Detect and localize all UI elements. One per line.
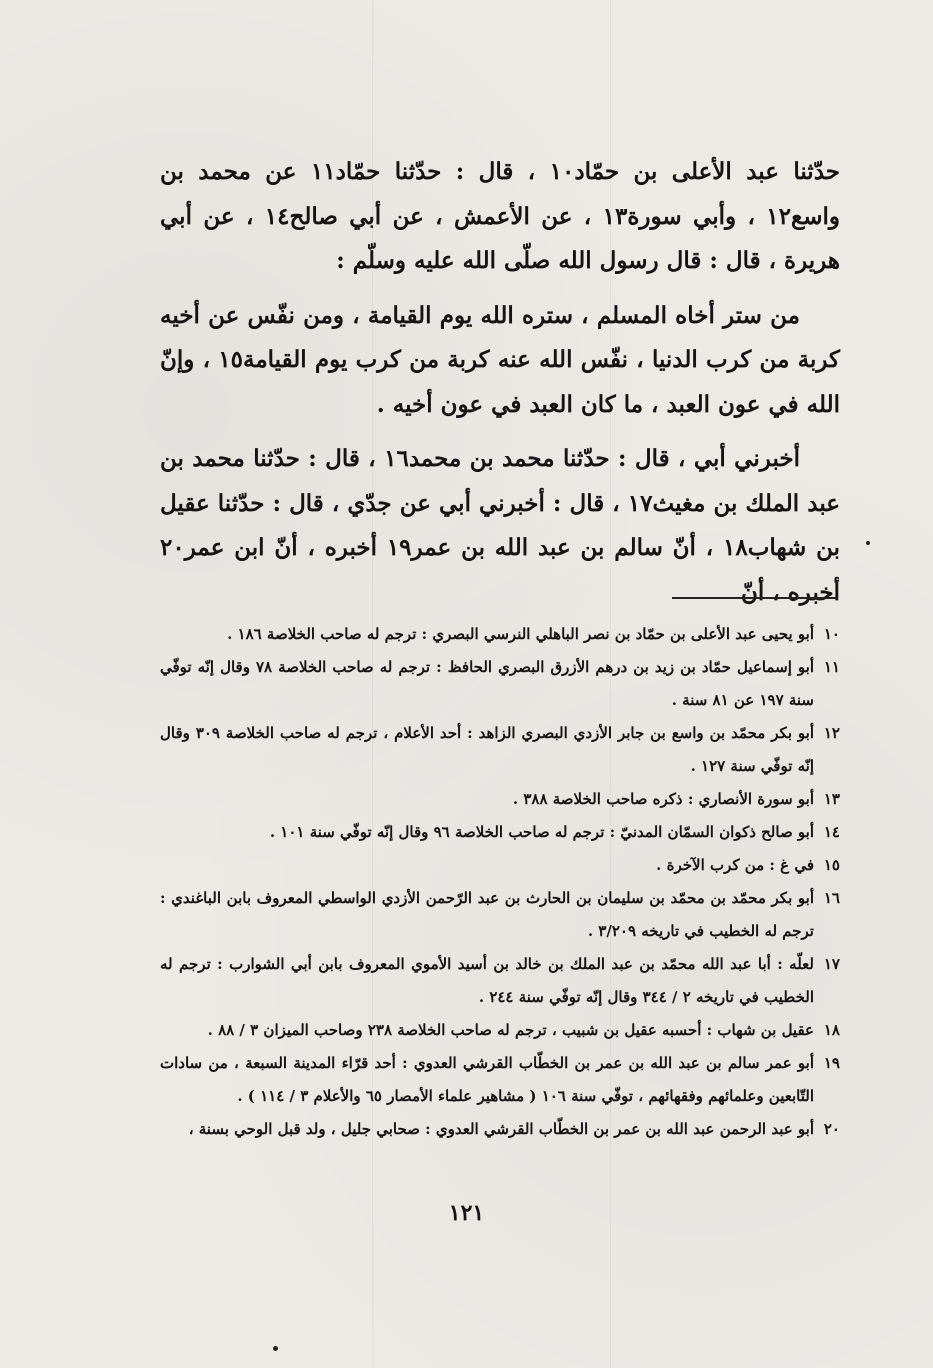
- footnote-text: أبو بكر محمّد بن واسع بن جابر الأزدي البصري الزاهد : أحد الأعلام ، ترجم له صاحب الخلاصة ٣٠٩ وقال إنّه توفّي سنة ١٢٧ .: [160, 724, 814, 775]
- footnote-text: أبو بكر محمّد بن محمّد بن سليمان بن الحارث بن عبد الرّحمن الأزدي الواسطي المعروف بابن الباغندي : ترجم له الخطيب في تاريخه ٣/٢٠٩ .: [160, 889, 814, 940]
- footnote-number: ١١: [823, 658, 840, 676]
- footnote-text: عقيل بن شهاب : أحسبه عقيل بن شبيب ، ترجم له صاحب الخلاصة ٢٣٨ وصاحب الميزان ٣ / ٨٨ .: [207, 1021, 814, 1039]
- footnote-number: ١٩: [823, 1054, 840, 1072]
- paragraph-2: من ستر أخاه المسلم ، ستره الله يوم القيامة ، ومن نفّس عن أخيه كربة من كرب الدنيا ، نفّس الله عنه كربة من كرب يوم القيامة١٥ ، وإنّ الله في عون العبد ، ما كان العبد في عون أخيه .: [160, 301, 840, 418]
- ink-speck: [273, 1346, 278, 1351]
- footnote: [160, 1113, 840, 1146]
- ink-speck: [866, 541, 870, 545]
- paragraph-1: حدّثنا عبد الأعلى بن حمّاد١٠ ، قال : حدّثنا حمّاد١١ عن محمد بن واسع١٢ ، وأبي سورة١٣ ، عن الأعمش ، عن أبي صالح١٤ ، عن أبي هريرة ، قال : قال رسول الله صلّى الله عليه وسلّم :: [160, 158, 841, 274]
- footnote-text: أبو عمر سالم بن عبد الله بن عمر بن الخطّاب القرشي العدوي : أحد قرّاء المدينة السبعة ، من سادات التّابعين وعلمائهم وفقهائهم ، توفّي سنة ١٠٦ ( مشاهير علماء الأمصار ٦٥ والأعلام ٣ / ١١٤ ) .: [160, 1054, 814, 1105]
- footnote-text: أبو سورة الأنصاري : ذكره صاحب الخلاصة ٣٨٨ .: [512, 790, 814, 808]
- footnote-number: ١٠: [823, 625, 840, 643]
- footnote: [160, 717, 840, 783]
- footnote: [160, 816, 840, 849]
- main-text: [160, 150, 840, 625]
- footnote-text: في غ : من كرب الآخرة .: [656, 856, 814, 874]
- footnote-text: أبو إسماعيل حمّاد بن زيد بن درهم الأزرق البصري الحافظ : ترجم له صاحب الخلاصة ٧٨ وقال إنّه توفّي سنة ١٩٧ عن ٨١ سنة .: [160, 658, 815, 709]
- footnote-number: ١٨: [823, 1021, 840, 1039]
- footnote-number: ١٣: [823, 790, 840, 808]
- footnote-number: ١٥: [823, 856, 840, 874]
- footnote: [160, 651, 840, 717]
- footnote: [160, 1047, 840, 1113]
- footnote-number: ١٧: [823, 955, 840, 973]
- footnote: [160, 882, 840, 948]
- footnote: [160, 618, 840, 651]
- footnote-separator: [672, 597, 838, 599]
- footnote-number: ٢٠: [823, 1120, 840, 1138]
- footnote: [160, 948, 840, 1014]
- footnote-text: لعلّه : أبا عبد الله محمّد بن عبد الملك بن خالد بن أسيد الأموي المعروف بابن أبي الشوارب : ترجم له الخطيب في تاريخه ٢ / ٣٤٤ وقال إنّه توفّي سنة ٢٤٤ .: [160, 955, 814, 1006]
- footnote: [160, 783, 840, 816]
- footnote-number: ١٢: [823, 724, 840, 742]
- footnote-text: أبو يحيى عبد الأعلى بن حمّاد بن نصر الباهلي النرسي البصري : ترجم له صاحب الخلاصة ١٨٦ .: [227, 625, 814, 643]
- footnote-number: ١٤: [823, 823, 840, 841]
- paragraph-3: أخبرني أبي ، قال : حدّثنا محمد بن محمد١٦ ، قال : حدّثنا محمد بن عبد الملك بن مغيث١٧ ، قال : أخبرني أبي عن جدّي ، قال : حدّثنا عقيل بن شهاب١٨ ، أنّ سالم بن عبد الله بن عمر١٩ أخبره ، أنّ ابن عمر٢٠ أخبره ، أنّ: [160, 445, 840, 606]
- footnote-number: ١٦: [823, 889, 840, 907]
- footnotes: [160, 618, 840, 1146]
- footnote: [160, 849, 840, 882]
- footnote-text: أبو عبد الرحمن عبد الله بن عمر بن الخطّاب القرشي العدوي : صحابي جليل ، ولد قبل الوحي بسنة ،: [188, 1120, 814, 1138]
- page-number: ١٢١: [448, 1200, 485, 1226]
- footnote: [160, 1014, 840, 1047]
- footnote-text: أبو صالح ذكوان السمّان المدنيّ : ترجم له صاحب الخلاصة ٩٦ وقال إنّه توفّي سنة ١٠١ .: [269, 823, 814, 841]
